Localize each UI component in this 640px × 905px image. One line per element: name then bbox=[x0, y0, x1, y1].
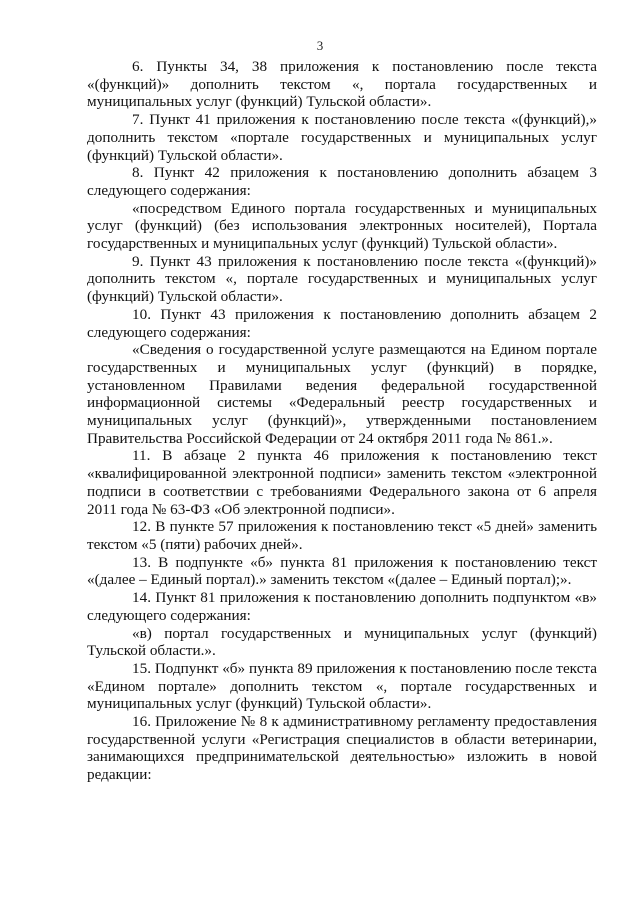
paragraph-item-10: 10. Пункт 43 приложения к постановлению дополнить абзацем 2 следующего содержания: bbox=[87, 305, 597, 341]
paragraph-item-14: 14. Пункт 81 приложения к постановлению дополнить подпунктом «в» следующего содержания: bbox=[87, 589, 597, 624]
paragraph-item-6: 6. Пункты 34, 38 приложения к постановлению после текста «(функций)» дополнить текстом «, портала государственных и муниципальных услуг (функций) Тульской области». bbox=[87, 58, 597, 111]
paragraph-item-15: 15. Подпункт «б» пункта 89 приложения к постановлению после текста «Едином портале» дополнить текстом «, портале государственных и муниципальных услуг (функций) Тульской области». bbox=[87, 659, 597, 713]
document-body bbox=[87, 58, 597, 784]
paragraph-quote-8: «посредством Единого портала государственных и муниципальных услуг (функций) (без использования электронных носителей), Портала государственных и муниципальных услуг (функций) Тульской области». bbox=[87, 199, 597, 253]
paragraph-item-11: 11. В абзаце 2 пункта 46 приложения к постановлению текст «квалифицированной электронной подписи» заменить текстом «электронной подписи в соответствии с требованиями Федерального закона от 6 апреля 2011 года № 63-ФЗ «Об электронной подписи». bbox=[87, 447, 597, 518]
paragraph-item-12: 12. В пункте 57 приложения к постановлению текст «5 дней» заменить текстом «5 (пяти) рабочих дней». bbox=[87, 518, 597, 553]
paragraph-item-8: 8. Пункт 42 приложения к постановлению дополнить абзацем 3 следующего содержания: bbox=[87, 164, 597, 199]
paragraph-item-16: 16. Приложение № 8 к административному регламенту предоставления государственной услуги «Регистрация специалистов в области ветеринарии, занимающихся предпринимательской деятельностью» изложить в новой редакции: bbox=[87, 713, 597, 784]
page-number: 3 bbox=[316, 38, 324, 53]
paragraph-item-7: 7. Пункт 41 приложения к постановлению после текста «(функций),» дополнить текстом «портале государственных и муниципальных услуг (функций) Тульской области». bbox=[87, 111, 597, 164]
paragraph-item-13: 13. В подпункте «б» пункта 81 приложения к постановлению текст «(далее – Единый портал).» заменить текстом «(далее – Единый портал);». bbox=[87, 553, 597, 589]
paragraph-quote-10: «Сведения о государственной услуге размещаются на Едином портале государственных и муниципальных услуг (функций) в порядке, установленном Правилами ведения федеральной государственной информационной системы «Федеральный реестр государственных и муниципальных услуг (функций)», утвержденными постановлением Правительства Российской Федерации от 24 октября 2011 года № 861.». bbox=[87, 341, 597, 447]
paragraph-item-9: 9. Пункт 43 приложения к постановлению после текста «(функций)» дополнить текстом «, портале государственных и муниципальных услуг (функций) Тульской области». bbox=[87, 252, 597, 306]
paragraph-quote-14: «в) портал государственных и муниципальных услуг (функций) Тульской области.». bbox=[87, 624, 597, 660]
